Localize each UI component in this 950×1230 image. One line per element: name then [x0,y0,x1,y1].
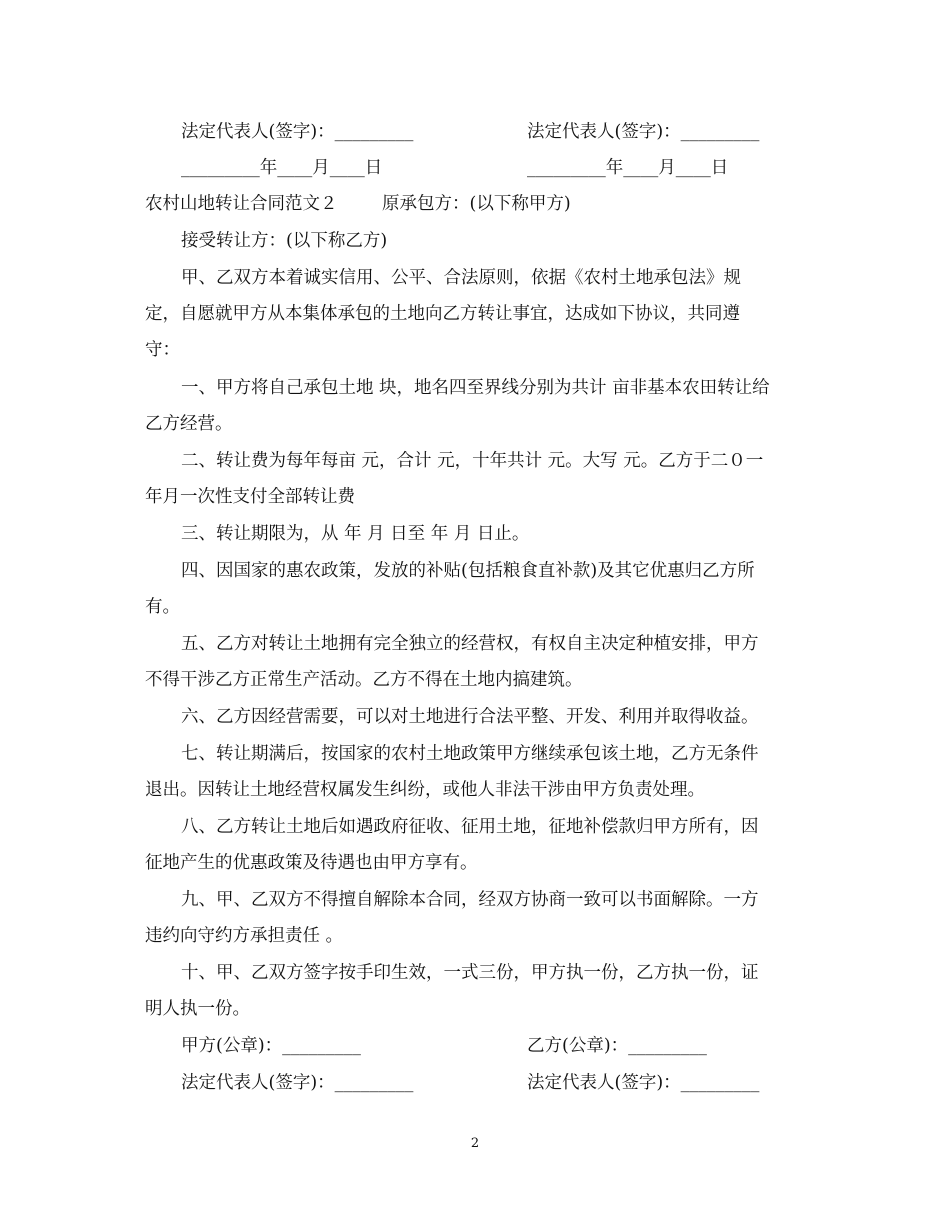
clause-2: 二、转让费为每年每亩 元，合计 元，十年共计 元。大写 元。乙方于二０一 [181,451,764,471]
party-b-seal: 乙方(公章)：_________ [527,1036,707,1056]
party-b-date: _________年____月____日 [527,158,729,178]
clause-5: 五、乙方对转让土地拥有完全独立的经营权，有权自主决定种植安排，甲方 [181,634,759,654]
clause-6: 六、乙方因经营需要，可以对土地进行合法平整、开发、利用并取得收益。 [181,707,759,727]
page-number: 2 [470,1136,480,1151]
clause-1: 一、甲方将自己承包土地 块，地名四至界线分别为共计 亩非基本农田转让给 [181,378,770,398]
clause-9: 九、甲、乙双方不得擅自解除本合同，经双方协商一致可以书面解除。一方 [181,890,759,910]
party-b-rep-signature: 法定代表人(签字)：_________ [527,122,760,142]
party-a-label: 原承包方：(以下称甲方) [382,194,571,214]
party-b-rep-signature-bottom: 法定代表人(签字)：_________ [527,1073,760,1093]
clause-10: 十、甲、乙双方签字按手印生效，一式三份，甲方执一份，乙方执一份，证 [181,963,759,983]
body-line: 甲、乙双方本着诚实信用、公平、合法原则，依据《农村土地承包法》规 [181,268,741,288]
body-line: 定，自愿就甲方从本集体承包的土地向乙方转让事宜，达成如下协议，共同遵 [145,304,740,324]
clause-5-cont: 不得干涉乙方正常生产活动。乙方不得在土地内搞建筑。 [145,670,583,690]
clause-9-cont: 违约向守约方承担责任 。 [145,926,344,946]
clause-3: 三、转让期限为，从 年 月 日至 年 月 日止。 [181,524,530,544]
clause-7: 七、转让期满后，按国家的农村土地政策甲方继续承包该土地，乙方无条件 [181,744,759,764]
clause-2-cont: 年月一次性支付全部转让费 [145,487,355,507]
clause-4-cont: 有。 [145,597,180,617]
contract-title: 农村山地转让合同范文２ [145,194,338,214]
party-a-date: _________年____月____日 [181,158,383,178]
party-b-label: 接受转让方：(以下称乙方) [181,231,388,251]
clause-8-cont: 征地产生的优惠政策及待遇也由甲方享有。 [145,853,478,873]
party-a-seal: 甲方(公章)：_________ [181,1036,361,1056]
body-line: 守： [145,340,180,360]
clause-10-cont: 明人执一份。 [145,999,250,1019]
clause-4: 四、因国家的惠农政策，发放的补贴(包括粮食直补款)及其它优惠归乙方所 [181,561,755,581]
clause-1-cont: 乙方经营。 [145,414,233,434]
clause-7-cont: 退出。因转让土地经营权属发生纠纷，或他人非法干涉由甲方负责处理。 [145,780,705,800]
party-a-rep-signature-bottom: 法定代表人(签字)：_________ [181,1073,414,1093]
party-a-rep-signature: 法定代表人(签字)：_________ [181,122,414,142]
clause-8: 八、乙方转让土地后如遇政府征收、征用土地，征地补偿款归甲方所有，因 [181,817,759,837]
